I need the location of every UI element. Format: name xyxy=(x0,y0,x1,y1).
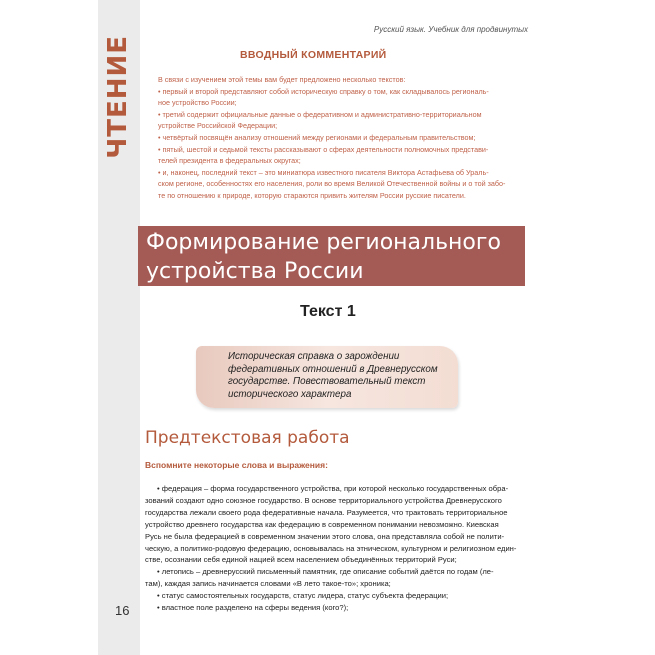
note-line: Историческая справка о зарождении xyxy=(228,351,400,362)
intro-line: устройстве Российской Федерации; xyxy=(158,121,278,131)
intro-heading: ВВОДНЫЙ КОММЕНТАРИЙ xyxy=(240,49,387,61)
intro-line: • четвёртый посвящён анализу отношений между регионами и федеральным правительством; xyxy=(158,132,476,142)
body-text xyxy=(145,483,528,614)
recall-prompt: Вспомните некоторые слова и выражения: xyxy=(145,460,328,470)
body-line: Русь не была федерацией в современном значении этого слова, она представляла собой не полити- xyxy=(145,531,505,541)
intro-line: телей президента в федеральных округах; xyxy=(158,156,301,166)
section-label-vertical: ЧТЕНИЕ xyxy=(103,35,133,159)
intro-line: • первый и второй представляют собой историческую справку о том, как складывалось региональ- xyxy=(158,86,489,96)
text-heading: Текст 1 xyxy=(300,303,356,320)
note-text xyxy=(228,351,448,401)
note-line: федеративных отношений в Древнерусском xyxy=(228,363,438,375)
intro-line: те по отношению к природе, которую стараются привить жителям России русские писатели. xyxy=(158,190,466,200)
note-line: исторического характера xyxy=(228,388,352,400)
body-line: • властное поле разделено на сферы ведения (кого?); xyxy=(157,603,349,613)
body-line: устройство древнего государства как федерацию в современном понимании невозможно. Киевская xyxy=(145,519,499,529)
running-header: Русский язык. Учебник для продвинутых xyxy=(373,25,528,34)
body-line: • статус самостоятельных государств, статус лидера, статус субъекта федерации; xyxy=(157,591,449,601)
body-line: там), каждая запись начинается словами «В лето такое-то»; хроника; xyxy=(145,579,391,589)
note-line: государстве. Повествовательный текст xyxy=(228,376,426,387)
intro-line: • пятый, шестой и седьмой тексты рассказывают о сферах деятельности полномочных представи- xyxy=(158,144,489,154)
body-line: • летопись – древнерусский письменный памятник, где описание событий даётся по годам (ле- xyxy=(157,567,494,577)
section-title-line: устройства России xyxy=(146,259,364,284)
intro-line: В связи с изучением этой темы вам будет предложено несколько текстов: xyxy=(158,75,406,84)
section-title-line: Формирование регионального xyxy=(146,230,501,255)
body-line: ческую, а политико-родовую федерацию, основывалась на этническом, культурном и религиозном един- xyxy=(145,543,517,553)
body-line: • федерация – форма государственного устройства, при которой несколько государственных обра- xyxy=(157,484,509,493)
intro-line: • третий содержит официальные данные о федеративном и административно-территориальном xyxy=(158,109,482,119)
intro-line: ное устройство России; xyxy=(158,98,237,108)
body-line: государства лежали своего рода федеративные начала. Разумеется, что трактовать территориальное xyxy=(145,507,508,517)
pretext-heading: Предтекстовая работа xyxy=(145,428,350,448)
page-number: 16 xyxy=(115,603,130,618)
body-line: стве, осознании себя единой нацией всем населением объединённых территорий Руси; xyxy=(145,555,457,565)
intro-line: ском регионе, особенностях его населения, роли во время Великой Отечественной войны и о той забо- xyxy=(158,179,506,189)
body-line: зований создают одно союзное государство. В основе территориального устройства Древнерусского xyxy=(145,495,502,505)
intro-text xyxy=(158,74,528,202)
intro-line: • и, наконец, последний текст – это миниатюра известного писателя Виктора Астафьева об Ураль- xyxy=(158,167,489,177)
section-title xyxy=(146,228,526,286)
